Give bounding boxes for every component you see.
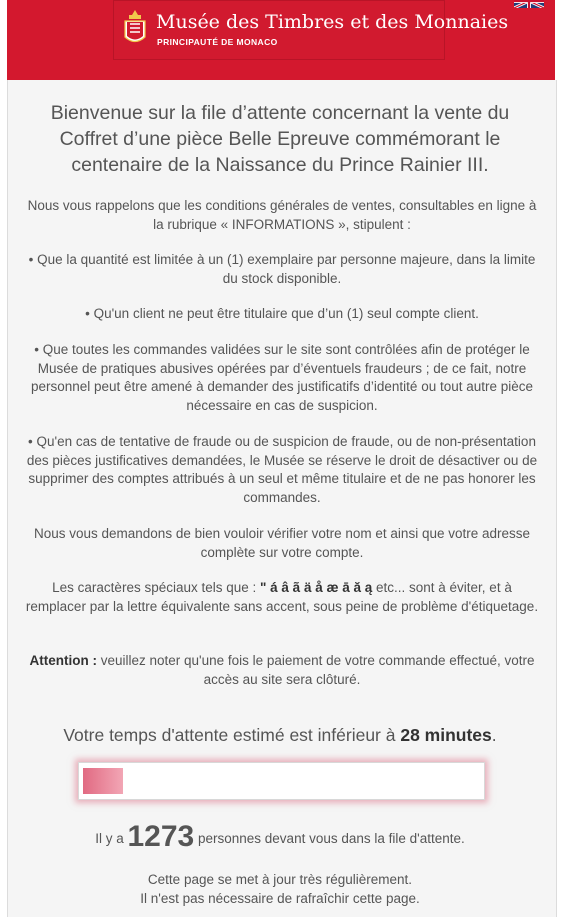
rule-quantity: • Que la quantité est limitée à un (1) exemplaire par personne majeure, dans la limite du stock disponible. bbox=[28, 252, 536, 286]
attention-text bbox=[22, 652, 542, 689]
attention-label: Attention : bbox=[29, 653, 97, 668]
intro-text: Nous vous rappelons que les conditions générales de ventes, consultables en ligne à la rubrique « INFORMATIONS », stipulent : bbox=[27, 198, 537, 232]
uk-flag-icon[interactable] bbox=[514, 0, 544, 8]
attention-body: veuillez noter qu'une fois le paiement de votre commande effectué, votre accès au site sera clôturé. bbox=[96, 653, 535, 687]
wait-value: 28 minutes bbox=[400, 725, 492, 745]
monaco-crest-icon bbox=[122, 9, 148, 47]
wait-time bbox=[20, 725, 540, 746]
special-chars-prefix: Les caractères spéciaux tels que : bbox=[52, 580, 261, 595]
ahead-count: 1273 bbox=[127, 820, 195, 853]
logo-title: Musée des Timbres et des Monnaies bbox=[156, 11, 509, 33]
rule-controls: • Que toutes les commandes validées sur le site sont contrôlées afin de protéger le Musée de pratiques abusives opérées par d’éventuels fraudeurs ; de ce fait, notre personnel peut être amené à demander des justificatifs d’identité ou tout autre pièce nécessaire en cas de suspicion. bbox=[30, 342, 534, 413]
rule-single-account: • Qu'un client ne peut être titulaire que d’un (1) seul compte client. bbox=[85, 306, 479, 321]
queue-progress-bar bbox=[78, 762, 485, 800]
refresh-line-2: Il n'est pas nécessaire de rafraîchir cette page. bbox=[140, 890, 420, 906]
wait-prefix: Votre temps d'attente estimé est inférieur à bbox=[63, 725, 401, 745]
queue-progress-fill bbox=[83, 768, 123, 794]
rule-fraud: • Qu'en cas de tentative de fraude ou de suspicion de fraude, ou de non-présentation des pièces justificatives demandées, le Musée se réserve le droit de désactiver ou de supprimer des comptes attribués à un seul et même titulaire et de ne pas honorer les commandes. bbox=[26, 434, 538, 505]
queue-position bbox=[20, 820, 540, 854]
ahead-suffix: personnes devant vous dans la file d'attente. bbox=[194, 831, 465, 846]
logo-subtitle: PRINCIPAUTÉ DE MONACO bbox=[157, 37, 278, 47]
museum-logo[interactable] bbox=[113, 0, 509, 60]
special-chars-suffix: etc... sont à éviter, et à remplacer par la lettre équivalente sans accent, sous peine de problème d'étiquetage. bbox=[25, 580, 539, 614]
wait-suffix: . bbox=[491, 725, 497, 745]
special-chars-list: " á â ã ä å æ ā ă ą bbox=[260, 580, 373, 595]
refresh-line-1: Cette page se met à jour très régulièrement. bbox=[147, 872, 413, 887]
verify-text: Nous vous demandons de bien vouloir vérifier votre nom et ainsi que votre adresse complète sur votre compte. bbox=[33, 526, 531, 560]
special-chars-text bbox=[22, 579, 542, 616]
refresh-note bbox=[20, 871, 540, 908]
welcome-heading: Bienvenue sur la file d’attente concernant la vente du Coffret d’une pièce Belle Epreuve commémorant le centenaire de la Naissance du Prince Rainier III. bbox=[50, 102, 510, 176]
ahead-prefix: Il y a bbox=[95, 831, 128, 846]
